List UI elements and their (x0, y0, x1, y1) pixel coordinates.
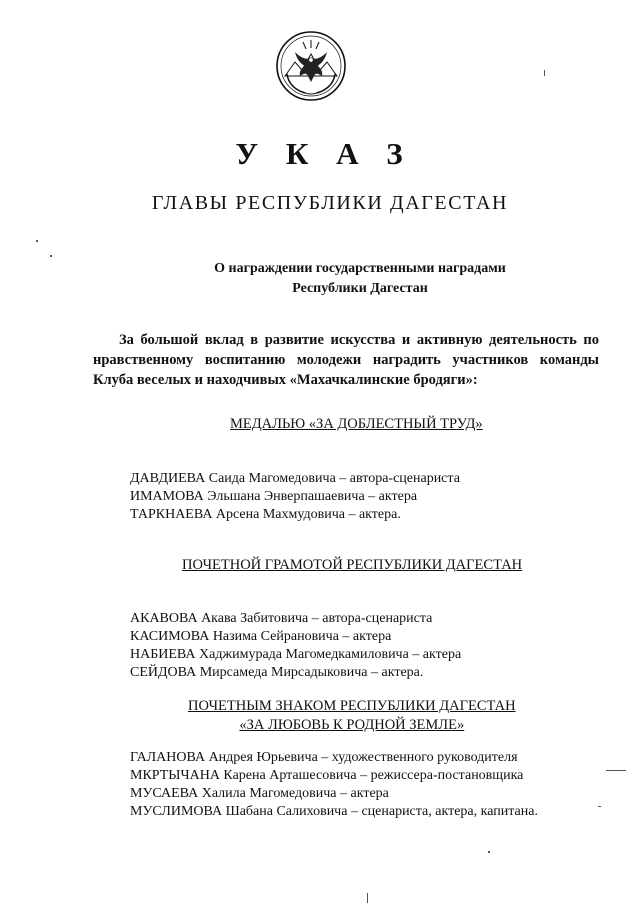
awardee-entry: ДАВДИЕВА Саида Магомедовича – автора-сценариста (130, 471, 460, 486)
document-title: У К А З (235, 136, 413, 171)
awardees-list-medal (130, 470, 460, 524)
preamble-line: За большой вклад в развитие искусства и активную деятельность по (119, 332, 599, 348)
awardee-entry: АКАВОВА Акава Забитовича – автора-сценариста (130, 611, 433, 626)
awardees-list-badge (130, 749, 538, 821)
awardee-entry: НАБИЕВА Хаджимурада Магомедкамиловича – актера (130, 647, 462, 662)
award-heading-badge (188, 697, 516, 735)
awardee-entry: МКРТЫЧАНА Карена Арташесовича – режиссера-постановщика (130, 768, 524, 783)
awardee-entry: СЕЙДОВА Мирсамеда Мирсадыковича – актера. (130, 665, 424, 680)
awardee-entry: КАСИМОВА Назима Сейрановича – актера (130, 629, 392, 644)
award-heading-line: ПОЧЕТНОЙ ГРАМОТОЙ РЕСПУБЛИКИ ДАГЕСТАН (182, 557, 523, 573)
decree-subject (160, 259, 560, 299)
preamble-line: нравственному воспитанию молодежи наградить участников команды (93, 352, 599, 368)
decree-subject-line: О награждении государственными наградами (214, 261, 506, 276)
awardees-list-certificate (130, 610, 461, 682)
award-heading-certificate (182, 556, 522, 575)
preamble-line: Клуба веселых и находчивых «Махачкалинские бродяги»: (93, 372, 478, 388)
awardee-entry: ГАЛАНОВА Андрея Юрьевича – художественного руководителя (130, 750, 518, 765)
award-heading-medal (230, 415, 483, 434)
awardee-entry: МУСЛИМОВА Шабана Салиховича – сценариста, актера, капитана. (130, 804, 538, 819)
document-subtitle: ГЛАВЫ РЕСПУБЛИКИ ДАГЕСТАН (151, 192, 509, 214)
award-heading-line: ПОЧЕТНЫМ ЗНАКОМ РЕСПУБЛИКИ ДАГЕСТАН (188, 698, 516, 714)
award-heading-line: МЕДАЛЬЮ «ЗА ДОБЛЕСТНЫЙ ТРУД» (230, 416, 483, 432)
awardee-entry: ИМАМОВА Эльшана Энверпашаевича – актера (130, 489, 418, 504)
coat-of-arms-emblem (275, 30, 347, 102)
awardee-entry: ТАРКНАЕВА Арсена Махмудовича – актера. (130, 507, 401, 522)
decree-subject-line: Республики Дагестан (292, 281, 428, 296)
awardee-entry: МУСАЕВА Халила Магомедовича – актера (130, 786, 389, 801)
award-heading-line: «ЗА ЛЮБОВЬ К РОДНОЙ ЗЕМЛЕ» (239, 717, 465, 733)
decree-preamble (93, 330, 599, 390)
